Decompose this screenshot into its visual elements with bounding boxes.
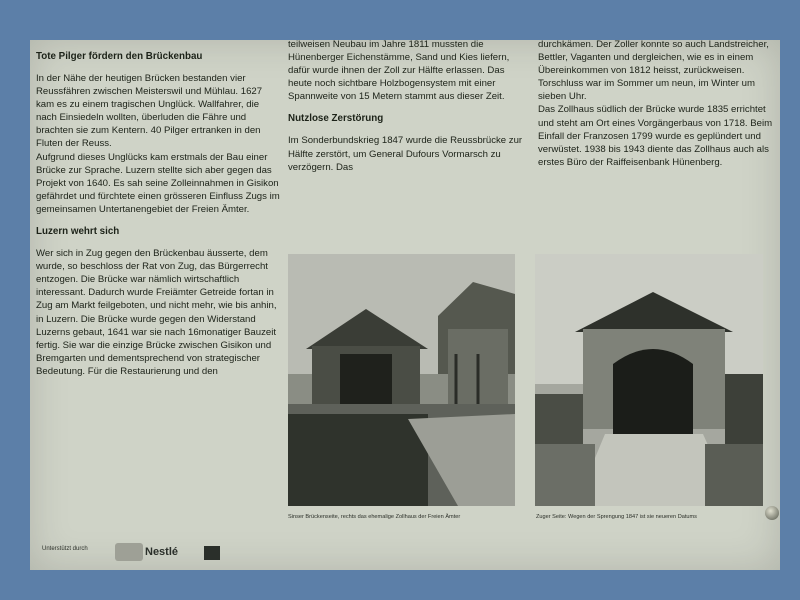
paragraph: Aufgrund dieses Unglücks kam erstmals der Bau einer Brücke zur Sprache. Luzern stellte sich aber gegen das Projekt von 1640. Es sah seine Zolleinnahmen in Gisikon gefährdet und fürchtete einen grösseren Einfluss Zugs im gemeinsamen Untertanengebiet der Freien Ämter.: [36, 151, 280, 215]
photo-bridge-zug-side: [535, 254, 763, 506]
nest-icon: [115, 543, 143, 561]
paragraph: teilweisen Neubau im Jahre 1811 mussten die Hünenberger Eichenstämme, Sand und Kies liefern, dafür wurde ihnen der Zoll zur Hälfte erlassen. Das heute noch sichtbare Holzbogensystem mit einer Spannweite von 15 Metern stammt aus dieser Zeit.: [288, 40, 510, 103]
photo-caption-1: Sinser Brückenseite, rechts das ehemalige Zollhaus der Freien Ämter: [288, 514, 461, 520]
text-column-1: [36, 50, 280, 378]
paragraph: Das Zollhaus südlich der Brücke wurde 1835 errichtet und steht am Ort eines Vorgängerbaus von 1718. Beim Einfall der Franzosen 1799 wurde es geplündert und verwüstet. 1938 bis 1943 diente das Zollhaus auch als erstes Büro der Raiffeisenbank Hünenberg.: [538, 104, 773, 168]
nestle-logo: [115, 542, 185, 562]
heading-nutzlose-zerstoerung: Nutzlose Zerstörung: [288, 113, 384, 125]
sponsor-name: Nestlé: [145, 546, 179, 558]
paragraph: Wer sich in Zug gegen den Brückenbau äusserte, dem wurde, so beschloss der Rat von Zug, das Bürgerrecht entzogen. Die Brücke war nämlich wirtschaftlich interessant. Dadurch wurde Freiämter Getreide fortan in Zug am Markt feilgeboten, und nicht mehr, wie bis anhin, in Luzern. Die Brücke wurde gegen den Widerstand Luzerns gebaut, 1641 war sie nach 16monatiger Bauzeit fertig. Sie war die einzige Brücke zwischen Gisikon und Bremgarten und dementsprechend von strategischer Bedeutung. Für die Restaurierung und den: [36, 248, 277, 377]
screw-icon: [765, 506, 779, 520]
paragraph: In der Nähe der heutigen Brücken bestanden vier Reussfähren zwischen Meisterswil und Mühlau. 1627 kam es zu einem tragischen Unglück. Wallfahrer, die nach Einsiedeln wollten, überluden die Fähre und brachten sie zum Kentern. 40 Pilger ertranken in den Fluten der Reuss.: [36, 73, 263, 150]
text-column-2: [288, 40, 524, 174]
paragraph: durchkämen. Der Zoller konnte so auch Landstreicher, Bettler, Vaganten und dergleichen, wie es in einem Übereinkommen von 1812 heisst, zurückweisen. Torschluss war im Sommer um neun, im Winter um sieben Uhr.: [538, 40, 769, 103]
supported-by-label: Unterstützt durch: [42, 546, 88, 552]
heading-tote-pilger: Tote Pilger fördern den Brückenbau: [36, 51, 203, 62]
photo-caption-2: Zuger Seite: Wegen der Sprengung 1847 ist sie neueren Datums: [536, 514, 697, 520]
heading-luzern-wehrt-sich: Luzern wehrt sich: [36, 226, 120, 238]
photo-bridge-sins-side: [288, 254, 515, 506]
text-column-3: [538, 40, 774, 169]
paragraph: Im Sonderbundskrieg 1847 wurde die Reussbrücke zur Hälfte zerstört, um General Dufours Vormarsch zu verzögern. Das: [288, 135, 523, 173]
info-board: [30, 40, 780, 570]
sponsor-logo-icon: [204, 546, 220, 560]
